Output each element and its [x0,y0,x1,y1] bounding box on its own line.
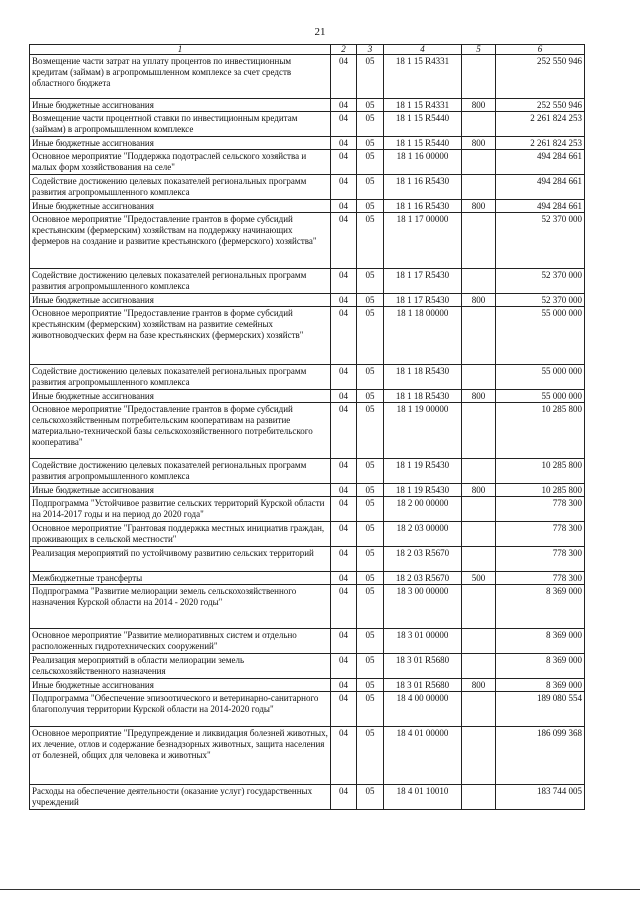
cell-pr: 05 [357,200,384,213]
cell-name: Подпрограмма "Устойчивое развитие сельских территорий Курской области на 2014-2017 годы и на период до 2020 года" [30,497,331,522]
cell-sum: 252 550 946 [496,99,585,112]
cell-csr: 18 3 01 R5680 [384,679,462,692]
cell-pr: 05 [357,585,384,629]
header-cell: 2 [331,45,357,55]
cell-name: Содействие достижению целевых показателей региональных программ развития агропромышленного комплекса [30,365,331,390]
cell-csr: 18 1 19 R5430 [384,459,462,484]
cell-name: Содействие достижению целевых показателей региональных программ развития агропромышленного комплекса [30,459,331,484]
table-row [30,497,585,522]
cell-sum: 252 550 946 [496,55,585,99]
cell-vr [462,459,496,484]
cell-csr: 18 1 19 R5430 [384,484,462,497]
cell-csr: 18 2 03 R5670 [384,547,462,572]
cell-sum: 55 000 000 [496,390,585,403]
cell-pr: 05 [357,497,384,522]
table-header-row [30,45,585,55]
cell-pr: 05 [357,785,384,810]
cell-rz: 04 [331,150,357,175]
cell-sum: 55 000 000 [496,307,585,365]
cell-vr [462,213,496,269]
cell-vr [462,522,496,547]
cell-vr: 800 [462,390,496,403]
table-row [30,269,585,294]
table-row [30,99,585,112]
cell-csr: 18 3 01 00000 [384,629,462,654]
cell-name: Реализация мероприятий по устойчивому развитию сельских территорий [30,547,331,572]
cell-sum: 10 285 800 [496,484,585,497]
cell-pr: 05 [357,547,384,572]
cell-pr: 05 [357,213,384,269]
cell-vr: 500 [462,572,496,585]
cell-rz: 04 [331,629,357,654]
cell-rz: 04 [331,585,357,629]
cell-sum: 189 080 554 [496,692,585,727]
cell-pr: 05 [357,150,384,175]
cell-rz: 04 [331,484,357,497]
table-row [30,150,585,175]
cell-sum: 494 284 661 [496,200,585,213]
cell-sum: 8 369 000 [496,585,585,629]
cell-csr: 18 1 15 R4331 [384,99,462,112]
table-row [30,522,585,547]
cell-vr: 800 [462,137,496,150]
cell-name: Иные бюджетные ассигнования [30,200,331,213]
cell-sum: 778 300 [496,497,585,522]
cell-vr [462,692,496,727]
cell-name: Иные бюджетные ассигнования [30,99,331,112]
cell-name: Реализация мероприятий в области мелиорации земель сельскохозяйственного назначения [30,654,331,679]
cell-vr [462,629,496,654]
table-row [30,213,585,269]
cell-csr: 18 2 00 00000 [384,497,462,522]
cell-pr: 05 [357,679,384,692]
cell-rz: 04 [331,403,357,459]
cell-name: Возмещение части процентной ставки по инвестиционным кредитам (займам) в агропромышленном комплексе [30,112,331,137]
table-row [30,692,585,727]
budget-table [29,44,585,810]
cell-sum: 52 370 000 [496,213,585,269]
table-row [30,585,585,629]
cell-vr [462,307,496,365]
cell-pr: 05 [357,112,384,137]
cell-csr: 18 2 03 R5670 [384,572,462,585]
table-row [30,112,585,137]
cell-sum: 52 370 000 [496,269,585,294]
header-cell: 1 [30,45,331,55]
cell-csr: 18 1 16 R5430 [384,175,462,200]
header-cell: 3 [357,45,384,55]
table-row [30,403,585,459]
cell-pr: 05 [357,484,384,497]
cell-vr [462,585,496,629]
cell-name: Основное мероприятие "Предоставление грантов в форме субсидий сельскохозяйственным потребительским кооперативам на развитие материально-технической базы сельскохозяйственного потребительского кооператива" [30,403,331,459]
cell-name: Иные бюджетные ассигнования [30,390,331,403]
table-row [30,727,585,785]
table-row [30,307,585,365]
cell-pr: 05 [357,572,384,585]
cell-csr: 18 1 15 R5440 [384,137,462,150]
cell-name: Основное мероприятие "Предоставление грантов в форме субсидий крестьянским (фермерским) хозяйствам на поддержку начинающих фермеров на создание и развитие крестьянского (фермерского) хозяйства" [30,213,331,269]
cell-pr: 05 [357,727,384,785]
cell-pr: 05 [357,175,384,200]
cell-rz: 04 [331,213,357,269]
cell-vr [462,175,496,200]
cell-csr: 18 3 01 R5680 [384,654,462,679]
table-row [30,137,585,150]
cell-sum: 10 285 800 [496,403,585,459]
cell-rz: 04 [331,112,357,137]
cell-vr [462,269,496,294]
cell-pr: 05 [357,390,384,403]
page-bottom-border [0,889,640,890]
cell-rz: 04 [331,200,357,213]
cell-csr: 18 1 19 00000 [384,403,462,459]
table-row [30,654,585,679]
cell-vr [462,785,496,810]
cell-csr: 18 1 17 R5430 [384,269,462,294]
cell-rz: 04 [331,307,357,365]
table-row [30,629,585,654]
cell-vr [462,547,496,572]
cell-pr: 05 [357,629,384,654]
table-row [30,390,585,403]
cell-pr: 05 [357,307,384,365]
cell-rz: 04 [331,785,357,810]
cell-name: Подпрограмма "Обеспечение эпизоотического и ветеринарно-санитарного благополучия территории Курской области на 2014-2020 годы" [30,692,331,727]
cell-pr: 05 [357,99,384,112]
cell-rz: 04 [331,572,357,585]
cell-vr [462,403,496,459]
cell-name: Основное мероприятие "Развитие мелиоративных систем и отдельно расположенных гидротехнических сооружений" [30,629,331,654]
cell-rz: 04 [331,99,357,112]
cell-sum: 2 261 824 253 [496,137,585,150]
table-row [30,484,585,497]
cell-csr: 18 2 03 00000 [384,522,462,547]
cell-rz: 04 [331,727,357,785]
cell-csr: 18 4 01 00000 [384,727,462,785]
cell-pr: 05 [357,403,384,459]
cell-pr: 05 [357,692,384,727]
cell-sum: 55 000 000 [496,365,585,390]
cell-name: Подпрограмма "Развитие мелиорации земель сельскохозяйственного назначения Курской области на 2014 - 2020 годы" [30,585,331,629]
cell-sum: 52 370 000 [496,294,585,307]
cell-name: Иные бюджетные ассигнования [30,137,331,150]
cell-rz: 04 [331,390,357,403]
cell-csr: 18 1 18 R5430 [384,390,462,403]
cell-pr: 05 [357,654,384,679]
header-cell: 6 [496,45,585,55]
cell-csr: 18 3 00 00000 [384,585,462,629]
cell-csr: 18 1 17 00000 [384,213,462,269]
cell-name: Иные бюджетные ассигнования [30,294,331,307]
cell-rz: 04 [331,654,357,679]
cell-rz: 04 [331,269,357,294]
cell-sum: 494 284 661 [496,150,585,175]
cell-csr: 18 4 00 00000 [384,692,462,727]
cell-vr: 800 [462,200,496,213]
cell-vr: 800 [462,679,496,692]
cell-sum: 778 300 [496,522,585,547]
cell-csr: 18 1 17 R5430 [384,294,462,307]
table-row [30,200,585,213]
cell-rz: 04 [331,497,357,522]
cell-vr: 800 [462,484,496,497]
cell-pr: 05 [357,269,384,294]
cell-rz: 04 [331,679,357,692]
header-cell: 4 [384,45,462,55]
cell-csr: 18 1 15 R5440 [384,112,462,137]
cell-name: Расходы на обеспечение деятельности (оказание услуг) государственных учреждений [30,785,331,810]
cell-sum: 778 300 [496,572,585,585]
cell-pr: 05 [357,294,384,307]
cell-sum: 8 369 000 [496,654,585,679]
cell-sum: 186 099 368 [496,727,585,785]
cell-name: Межбюджетные трансферты [30,572,331,585]
cell-pr: 05 [357,522,384,547]
cell-rz: 04 [331,459,357,484]
cell-csr: 18 4 01 10010 [384,785,462,810]
cell-sum: 8 369 000 [496,679,585,692]
cell-rz: 04 [331,294,357,307]
table-row [30,459,585,484]
cell-name: Основное мероприятие "Предупреждение и ликвидация болезней животных, их лечение, отлов и содержание безнадзорных животных, защита населения от болезней, общих для человека и животных" [30,727,331,785]
cell-csr: 18 1 18 00000 [384,307,462,365]
cell-rz: 04 [331,692,357,727]
cell-csr: 18 1 18 R5430 [384,365,462,390]
cell-csr: 18 1 15 R4331 [384,55,462,99]
cell-sum: 183 744 005 [496,785,585,810]
cell-name: Основное мероприятие "Поддержка подотраслей сельского хозяйства и малых форм хозяйствования на селе" [30,150,331,175]
cell-name: Основное мероприятие "Грантовая поддержка местных инициатив граждан, проживающих в сельской местности" [30,522,331,547]
cell-sum: 10 285 800 [496,459,585,484]
cell-sum: 778 300 [496,547,585,572]
page-number: 21 [314,26,326,38]
table-row [30,679,585,692]
cell-rz: 04 [331,547,357,572]
cell-rz: 04 [331,55,357,99]
table-row [30,572,585,585]
cell-name: Содействие достижению целевых показателей региональных программ развития агропромышленного комплекса [30,175,331,200]
cell-sum: 8 369 000 [496,629,585,654]
cell-name: Иные бюджетные ассигнования [30,484,331,497]
cell-vr [462,497,496,522]
cell-rz: 04 [331,175,357,200]
cell-pr: 05 [357,459,384,484]
cell-vr [462,727,496,785]
cell-rz: 04 [331,522,357,547]
cell-vr [462,365,496,390]
cell-csr: 18 1 16 R5430 [384,200,462,213]
cell-rz: 04 [331,365,357,390]
cell-pr: 05 [357,137,384,150]
header-cell: 5 [462,45,496,55]
table-row [30,294,585,307]
table-row [30,55,585,99]
table-row [30,365,585,390]
cell-pr: 05 [357,55,384,99]
table-row [30,547,585,572]
cell-csr: 18 1 16 00000 [384,150,462,175]
table-row [30,175,585,200]
cell-vr [462,55,496,99]
cell-sum: 494 284 661 [496,175,585,200]
cell-pr: 05 [357,365,384,390]
cell-name: Возмещение части затрат на уплату процентов по инвестиционным кредитам (займам) в агропромышленном комплексе за счет средств областного бюджета [30,55,331,99]
cell-name: Содействие достижению целевых показателей региональных программ развития агропромышленного комплекса [30,269,331,294]
cell-vr [462,150,496,175]
cell-name: Иные бюджетные ассигнования [30,679,331,692]
cell-name: Основное мероприятие "Предоставление грантов в форме субсидий крестьянским (фермерским) хозяйствам на развитие семейных животноводческих ферм на базе крестьянских (фермерских) хозяйств" [30,307,331,365]
cell-vr: 800 [462,294,496,307]
cell-rz: 04 [331,137,357,150]
cell-vr [462,112,496,137]
cell-vr: 800 [462,99,496,112]
table-row [30,785,585,810]
cell-sum: 2 261 824 253 [496,112,585,137]
cell-vr [462,654,496,679]
